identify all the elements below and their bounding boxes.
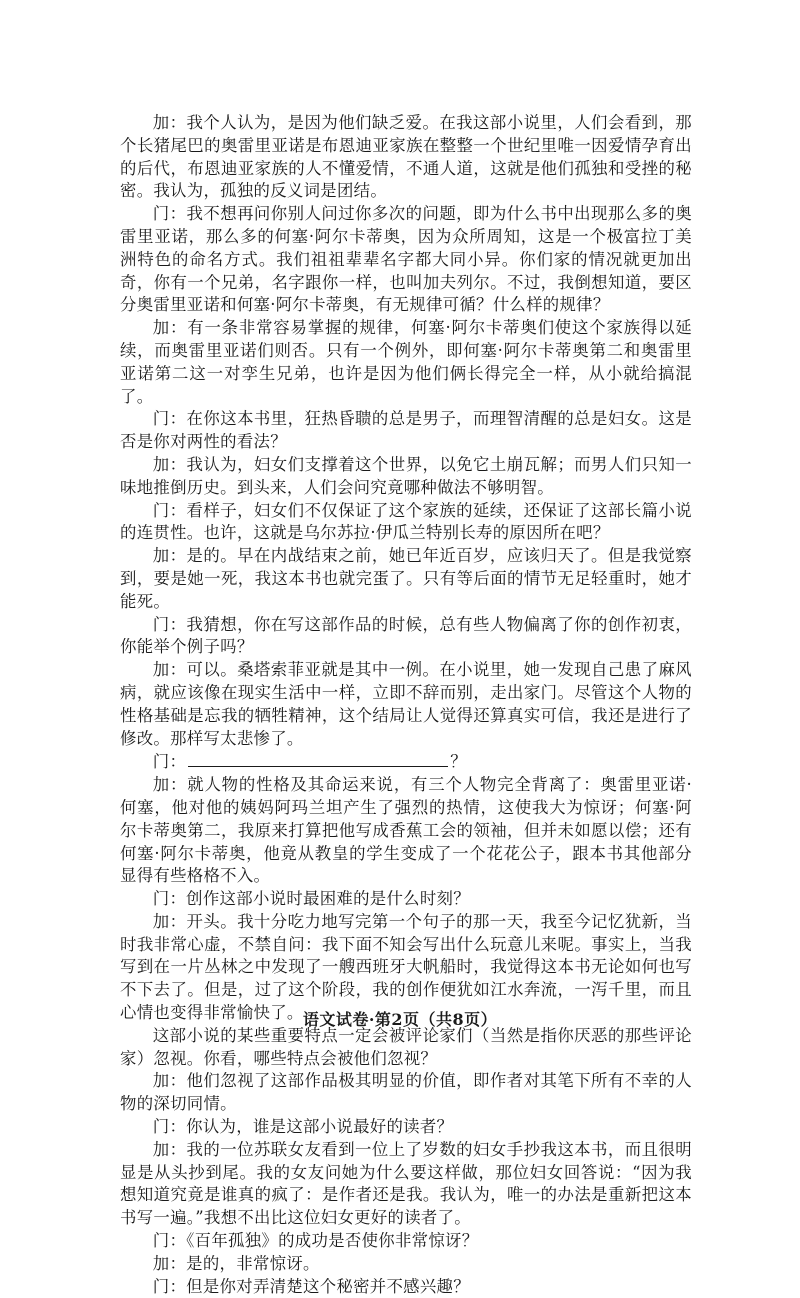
paragraph-text: 加：就人物的性格及其命运来说，有三个人物完全背离了：奥雷里亚诺·何塞，他对他的姨妈阿玛兰坦产生了强烈的热情，这使我大为惊讶；何塞·阿尔卡蒂奥第二，我原来打算把他写成香蕉工会的领袖，但并未如愿以偿；还有何塞·阿尔卡蒂奥，他竟从教皇的学生变成了一个花花公子，跟本书其他部分显得有些格格不入。: [120, 775, 692, 886]
paragraph-text: 加：是的。早在内战结束之前，她已年近百岁，应该归天了。但是我觉察到，要是她一死，我这本书也就完蛋了。只有等后面的情节无足轻重时，她才能死。: [120, 546, 692, 611]
paragraph-text: 加：他们忽视了这部作品极其明显的价值，即作者对其笔下所有不幸的人物的深切同情。: [120, 1071, 692, 1114]
interview-paragraph: [120, 1139, 692, 1230]
blank-question-mark: ？: [450, 752, 467, 772]
interview-paragraph: [120, 1253, 692, 1276]
paragraph-text: 加：我认为，妇女们支撑着这个世界，以免它土崩瓦解；而男人们只知一味地推倒历史。到头来，人们会问究竟哪种做法不够明智。: [120, 454, 692, 497]
interview-text: [120, 112, 692, 1298]
paragraph-text: 加：我的一位苏联女友看到一位上了岁数的妇女手抄我这本书，而且很明显是从头抄到尾。我的女友问她为什么要这样做，那位妇女回答说：“因为我想知道究竟是谁真的疯了：是作者还是我。我认为，唯一的办法是重新把这本书写一遍。”我想不出比这位妇女更好的读者了。: [120, 1139, 692, 1228]
paragraph-text: 门：看样子，妇女们不仅保证了这个家族的延续，还保证了这部长篇小说的连贯性。也许，这就是乌尔苏拉·伊瓜兰特别长寿的原因所在吧？: [120, 500, 692, 543]
interview-paragraph: [120, 774, 692, 888]
paragraph-text: 门：但是你对弄清楚这个秘密并不感兴趣？: [152, 1276, 470, 1296]
interview-paragraph: [120, 500, 692, 546]
interview-paragraph: [120, 1025, 692, 1071]
interview-paragraph: [120, 1230, 692, 1253]
paragraph-text: 这部小说的某些重要特点一定会被评论家们（当然是指你厌恶的那些评论家）忽视。你看，哪些特点会被他们忽视？: [120, 1025, 692, 1068]
paragraph-text: 门：在你这本书里，狂热昏聩的总是男子，而理智清醒的总是妇女。这是否是你对两性的看法？: [120, 409, 692, 452]
interview-paragraph: [120, 750, 692, 774]
interview-paragraph: [120, 454, 692, 500]
interview-paragraph: [120, 203, 692, 317]
interview-paragraph: [120, 888, 692, 911]
paragraph-text: 加：开头。我十分吃力地写完第一个句子的那一天，我至今记忆犹新，当时我非常心虚，不禁自问：我下面不知会写出什么玩意儿来呢。事实上，当我写到在一片丛林之中发现了一艘西班牙大帆船时，我觉得这本书无论如何也写不下去了。但是，过了这个阶段，我的创作便犹如江水奔流，一泻千里，而且心情也变得非常愉快了。: [120, 911, 692, 1023]
interview-paragraph: [120, 1276, 692, 1298]
paragraph-text: 加：有一条非常容易掌握的规律，何塞·阿尔卡蒂奥们使这个家族得以延续，而奥雷里亚诺们则否。只有一个例外，即何塞·阿尔卡蒂奥第二和奥雷里亚诺第二这一对孪生兄弟，也许是因为他们俩长得完全一样，从小就给搞混了。: [120, 318, 692, 406]
paragraph-text: 门：《百年孤独》的成功是否使你非常惊讶？: [152, 1231, 479, 1251]
paragraph-text: 加：是的，非常惊讶。: [152, 1253, 320, 1273]
paragraph-text: 门：我猜想，你在写这部作品的时候，总有些人物偏离了你的创作初衷，你能举个例子吗？: [120, 614, 692, 657]
paragraph-text: 门：: [152, 752, 187, 772]
interview-paragraph: [120, 659, 692, 750]
interview-paragraph: [120, 1116, 692, 1139]
interview-paragraph: [120, 408, 692, 454]
page-footer: 语文试卷·第2页（共8页）: [302, 1010, 498, 1029]
interview-paragraph: [120, 317, 692, 408]
interview-paragraph: [120, 112, 692, 203]
interview-paragraph: [120, 614, 692, 660]
paragraph-text: 门：创作这部小说时最困难的是什么时刻？: [152, 889, 470, 909]
paragraph-text: 加：可以。桑塔索菲亚就是其中一例。在小说里，她一发现自己患了麻风病，就应该像在现实生活中一样，立即不辞而别，走出家门。尽管这个人物的性格基础是忘我的牺牲精神，这个结局让人觉得还算真实可信，我还是进行了修改。那样写太悲惨了。: [120, 660, 692, 748]
interview-paragraph: [120, 545, 692, 613]
paragraph-text: 门：我不想再问你别人问过你多次的问题，即为什么书中出现那么多的奥雷里亚诺，那么多的何塞·阿尔卡蒂奥，因为众所周知，这是一个极富拉丁美洲特色的命名方式。我们祖祖辈辈名字都大同小异。你们家的情况就更加出奇，你有一个兄弟，名字跟你一样，也叫加夫列尔。不过，我倒想知道，要区分奥雷里亚诺和何塞·阿尔卡蒂奥，有无规律可循？什么样的规律？: [120, 204, 692, 315]
paragraph-text: 加：我个人认为，是因为他们缺乏爱。在我这部小说里，人们会看到，那个长猪尾巴的奥雷里亚诺是布恩迪亚家族在整整一个世纪里唯一因爱情孕育出的后代，布恩迪亚家族的人不懂爱情，不通人道，这就是他们孤独和受挫的秘密。我认为，孤独的反义词是团结。: [120, 113, 692, 201]
answer-blank[interactable]: [188, 750, 448, 767]
paragraph-text: 门：你认为，谁是这部小说最好的读者？: [152, 1117, 454, 1137]
interview-paragraph: [120, 1070, 692, 1116]
